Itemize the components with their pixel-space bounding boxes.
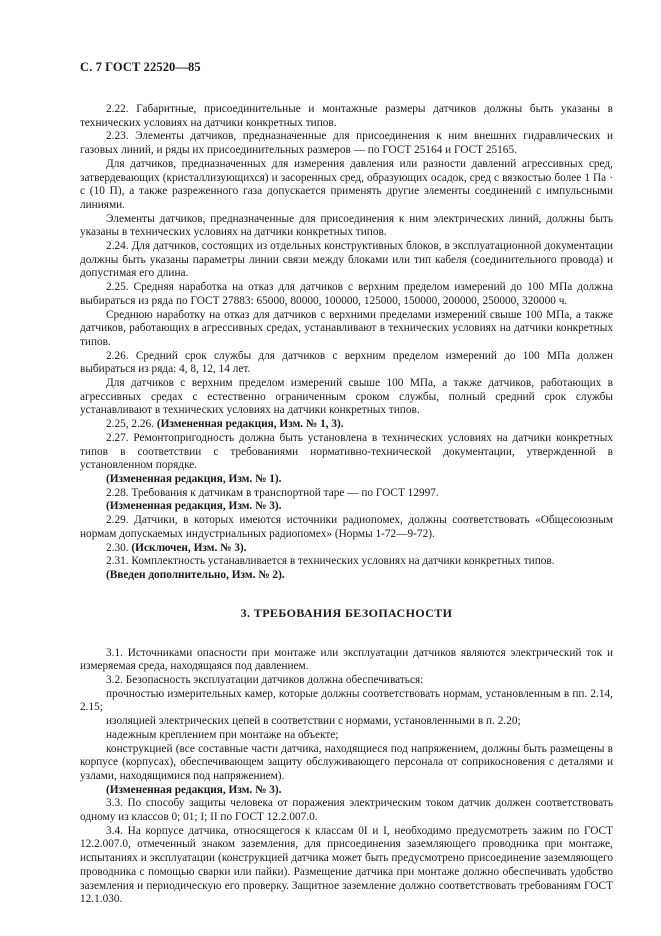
amendment-note: (Измененная редакция, Изм. № 3). [106,500,282,513]
paragraph-2-26-over100: Для датчиков с верхним пределом измерений свыше 100 МПа, а также датчиков, работающих в агрессивных средах с естественно ограниченным сроком службы, полный средний срок службы устанавливают в технических условиях на датчики конкретных типов. [80,377,613,417]
note-label: 2.25, 2.26. [106,418,157,431]
paragraph-3-1: 3.1. Источниками опасности при монтаже или эксплуатации датчиков являются электрический ток и измеряемая среда, находящаяся под давлением. [80,646,613,673]
paragraph-2-26: 2.26. Средний срок службы для датчиков с верхним пределом измерений до 100 МПа должен выбираться из ряда: 4, 8, 12, 14 лет. [80,349,613,376]
section-3-body [80,647,613,907]
paragraph-2-25-2-26-note [80,418,613,432]
paragraph-3-4: 3.4. На корпусе датчика, относящегося к классам 0I и I, необходимо предусмотреть зажим по ГОСТ 12.2.007.0, отмеченный знаком заземления, для присоединения заземляющего проводника при монтаже, испытаниях и эксплуатации (конструкцией датчика может быть предусмотрено присоединение заземляющего проводника с помощью сварки или пайки). Размещение датчика при монтаже должно обеспечивать удобство заземления и периодическую его проверку. Защитное заземление должно соответствовать требованиям ГОСТ 12.1.030. [80,824,613,906]
paragraph-2-23-electrical: Элементы датчиков, предназначенные для присоединения к ним электрических линий, должны быть указаны в технических условиях на датчики конкретных типов. [80,212,613,239]
paragraph-2-24: 2.24. Для датчиков, состоящих из отдельных конструктивных блоков, в эксплуатационной документации должны быть указаны параметры линии связи между блоками или тип кабеля (соединительного провода) и допустимая его длина. [80,240,613,280]
paragraph-3-2-insulation: изоляцией электрических цепей в соответствии с нормами, установленными в п. 2.20; [106,715,521,728]
section-3-title: 3. ТРЕБОВАНИЯ БЕЗОПАСНОСТИ [240,605,453,620]
amendment-note: (Исключен, Изм. № 3). [131,541,247,554]
paragraph-3-2-mounting: надежным креплением при монтаже на объекте; [106,728,339,741]
paragraph-3-2-strength: прочностью измерительных камер, которые должны соответствовать нормам, установленным в пп. 2.14, 2.15; [80,687,613,714]
section-2-continuation [80,103,613,583]
note-label: 2.30. [106,541,132,554]
paragraph-2-31: 2.31. Комплектность устанавливается в технических условиях на датчики конкретных типов. [106,555,555,568]
paragraph-2-25-over100: Среднюю наработку на отказ для датчиков с верхними пределами измерений свыше 100 МПа, а также датчиков, работающих в агрессивных средах, устанавливают в технических условиях на датчики конкретных типов. [80,308,613,348]
paragraph-2-30 [80,542,613,556]
paragraph-2-22: 2.22. Габаритные, присоединительные и монтажные размеры датчиков должны быть указаны в технических условиях на датчики конкретных типов. [80,103,613,129]
amendment-note: (Измененная редакция, Изм. № 1, 3). [156,418,344,431]
paragraph-2-23-aggressive: Для датчиков, предназначенных для измерения давления или разности давлений агрессивных сред, затвердевающих (кристаллизующихся) и засоренных сред, образующих осадок, сред с вязкостью более 1 Па · с (10 П), а также разреженного газа допускается применять другие элементы соединений с импульсными линиями. [80,157,613,211]
paragraph-2-29: 2.29. Датчики, в которых имеются источники радиопомех, должны соответствовать «Общесоюзным нормам допускаемых индустриальных радиопомех» (Нормы 1-72—9-72). [80,514,613,540]
paragraph-2-27: 2.27. Ремонтопригодность должна быть установлена в технических условиях на датчики конкретных типов в соответствии с требованиями нормативно-технической документации, утвержденной в установленном порядке. [80,431,613,472]
amendment-note: (Измененная редакция, Изм. № 3). [106,783,282,796]
page-header: С. 7 ГОСТ 22520—85 [80,60,201,74]
paragraph-2-23: 2.23. Элементы датчиков, предназначенные для присоединения к ним внешних гидравлических и газовых линий, и ряды их присоединительных размеров — по ГОСТ 25164 и ГОСТ 25165. [80,130,613,157]
amendment-note: (Измененная редакция, Изм. № 1). [106,472,282,485]
amendment-note: (Введен дополнительно, Изм. № 2). [106,568,285,581]
paragraph-2-28: 2.28. Требования к датчикам в транспортной таре — по ГОСТ 12997. [106,486,439,499]
paragraph-3-2: 3.2. Безопасность эксплуатации датчиков должна обеспечиваться: [106,674,424,687]
paragraph-3-2-construction: конструкцией (все составные части датчика, находящиеся под напряжением, должны быть размещены в корпусе (корпусах), обеспечивающем защиту обслуживающего персонала от соприкосновения с деталями и узлами, находящимися под напряжением). [80,742,613,782]
paragraph-2-25: 2.25. Средняя наработка на отказ для датчиков с верхним пределом измерений до 100 МПа должна выбираться из ряда по ГОСТ 27883: 65000, 80000, 100000, 125000, 150000, 200000, 250000, 320000 ч. [80,281,613,307]
paragraph-3-3: 3.3. По способу защиты человека от поражения электрическим током датчик должен соответствовать одному из классов 0; 01; I; II по ГОСТ 12.2.007.0. [80,797,613,824]
